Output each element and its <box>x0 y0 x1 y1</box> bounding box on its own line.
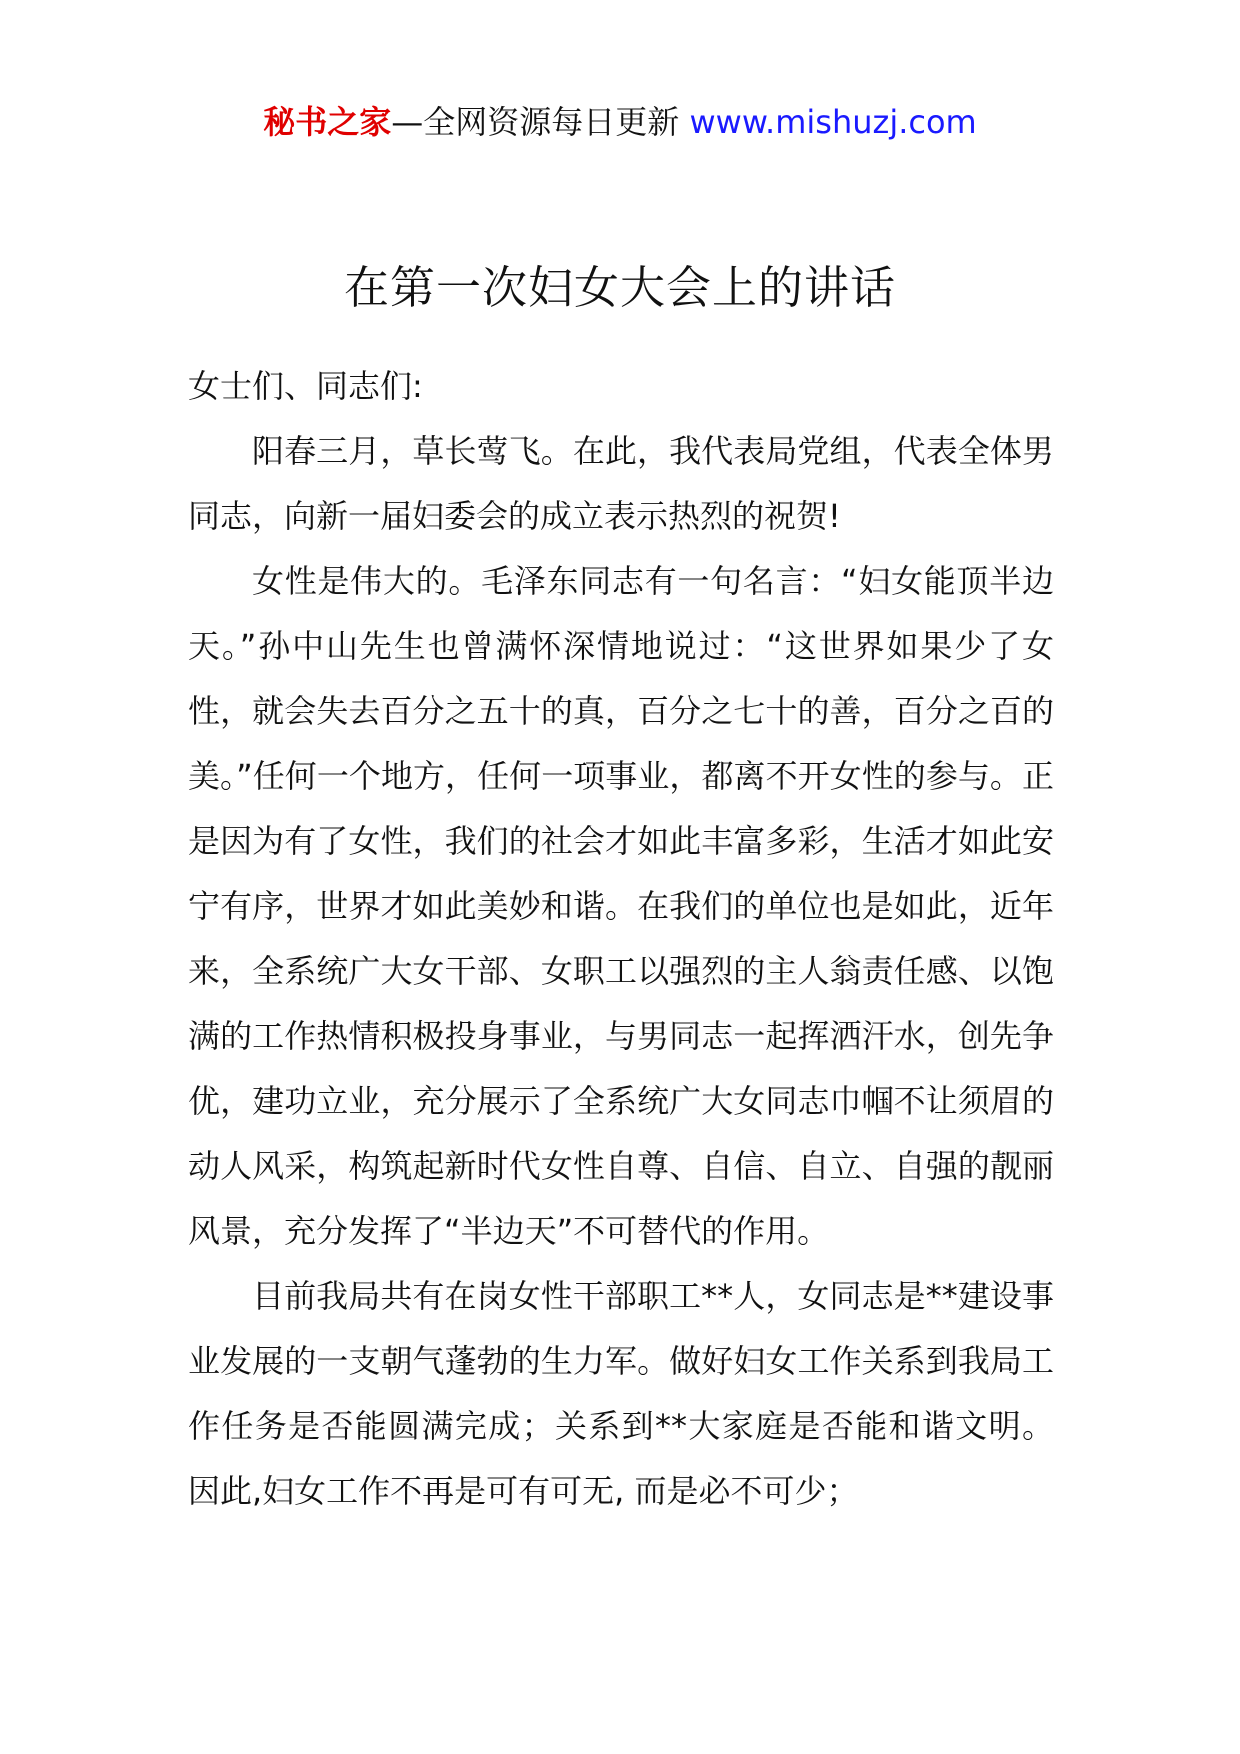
paragraph-1: 阳春三月，草长莺飞。在此，我代表局党组，代表全体男同志，向新一届妇委会的成立表示热烈的祝贺! <box>188 432 1054 535</box>
site-url-link[interactable]: www.mishuzj.com <box>689 103 977 141</box>
brand-name: 秘书之家 <box>263 103 392 141</box>
site-header <box>0 100 1240 144</box>
document-title: 在第一次妇女大会上的讲话 <box>343 261 896 314</box>
header-slogan: —全网资源每日更新 <box>391 103 690 141</box>
salutation: 女士们、同志们: <box>188 367 423 405</box>
document-body <box>188 354 1054 1524</box>
paragraph-2: 女性是伟大的。毛泽东同志有一句名言：“妇女能顶半边天。”孙中山先生也曾满怀深情地说过：“这世界如果少了女性，就会失去百分之五十的真，百分之七十的善，百分之百的美。”任何一个地方，任何一项事业，都离不开女性的参与。正是因为有了女性，我们的社会才如此丰富多彩，生活才如此安宁有序，世界才如此美妙和谐。在我们的单位也是如此，近年来，全系统广大女干部、女职工以强烈的主人翁责任感、以饱满的工作热情积极投身事业，与男同志一起挥洒汗水，创先争优，建功立业，充分展示了全系统广大女同志巾帼不让须眉的动人风采，构筑起新时代女性自尊、自信、自立、自强的靓丽风景，充分发挥了“半边天”不可替代的作用。 <box>188 562 1054 1250</box>
paragraph-3: 目前我局共有在岗女性干部职工**人，女同志是**建设事业发展的一支朝气蓬勃的生力军。做好妇女工作关系到我局工作任务是否能圆满完成；关系到**大家庭是否能和谐文明。 因此,妇女工作不再是可有可无, 而是必不可少； <box>188 1277 1054 1510</box>
